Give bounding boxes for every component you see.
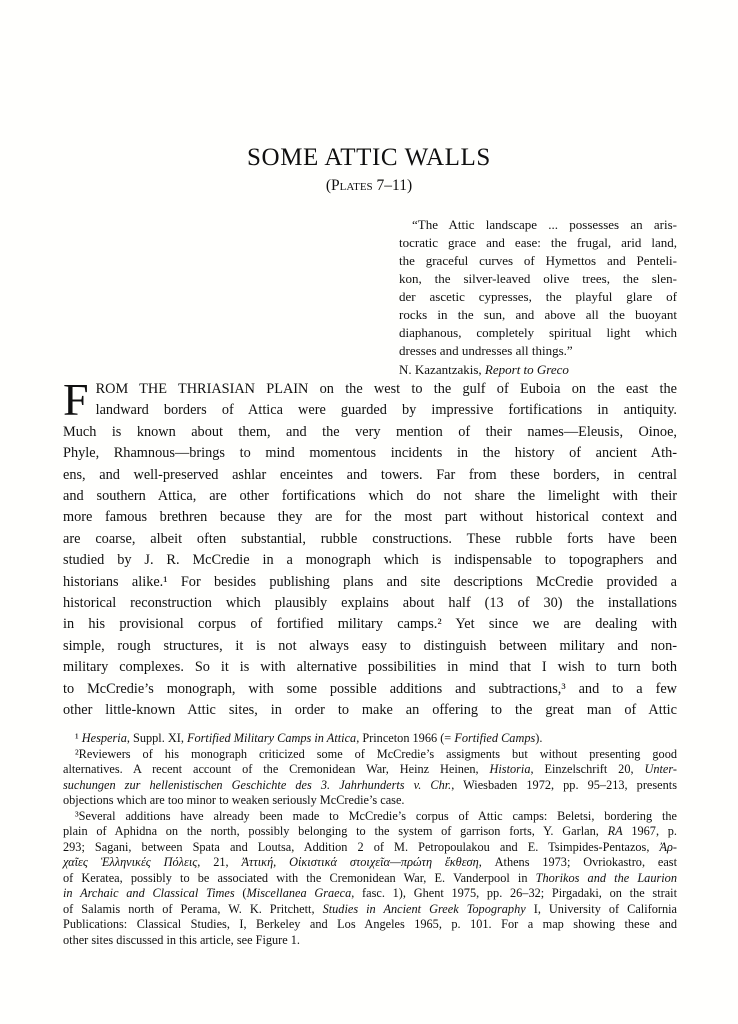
text-line: ²Reviewers of his monograph criticized some of McCredie’s assigments but without presenting good: [75, 746, 677, 761]
text-line: Phyle, Rhamnous—brings to mind momentous incidents in the history of ancient Ath-: [63, 445, 677, 462]
text-line: military complexes. So it is with alternative possibilities in mind that I wish to turn both: [63, 659, 677, 676]
text-line: tocratic grace and ease: the frugal, arid land,: [399, 235, 677, 250]
text-line: suchungen zur hellenistischen Geschichte des 3. Jahrhunderts v. Chr., Wiesbaden 1972, pp. 95–213, presents: [63, 777, 677, 792]
text-line: historians alike.¹ For besides publishing plans and site descriptions McCredie provided a: [63, 573, 677, 590]
text-line: alternatives. A recent account of the Cremonidean War, Heinz Heinen, Historia, Einzelschrift 20, Unter-: [63, 762, 677, 776]
text-line: χαῖες Ἑλληνικές Πόλεις, 21, Ἀττική, Οἰκιστικά στοιχεῖα—πρώτη ἔκθεση, Athens 1973; Ovriokastro, east: [63, 855, 678, 869]
text-line: plain of Aphidna on the north, possibly belonging to the system of garrison forts, Y. Garlan, RA 1967, p.: [63, 824, 678, 838]
text-line: rocks in the sun, and above all the buoyant: [399, 307, 677, 322]
text-line: studied by J. R. McCredie in a monograph which is indispensable to topographers and: [63, 552, 677, 569]
text-line: dresses and undresses all things.”: [399, 343, 573, 358]
text-line: other sites discussed in this article, see Figure 1.: [63, 932, 301, 947]
epigraph: [399, 216, 677, 379]
text-line: of Keratea, possibly to be associated with the Cremonidean War, E. Vanderpool in Thorikos and the Laurion: [63, 870, 677, 885]
epigraph-attribution: N. Kazantzakis, Report to Greco: [399, 362, 569, 377]
text-line: in Archaic and Classical Times (Miscellanea Graeca, fasc. 1), Ghent 1975, pp. 26–32; Pirgadaki, on the strait: [63, 886, 677, 900]
footnote-1: [63, 731, 677, 747]
text-line: simple, rough structures, it is not always easy to distinguish between military and non-: [63, 637, 677, 654]
page-title: SOME ATTIC WALLS: [247, 143, 491, 171]
text-line: kon, the silver-leaved olive trees, the slen-: [399, 271, 677, 286]
text-line: ROM THE THRIASIAN PLAIN on the west to the gulf of Euboia on the east the: [95, 381, 677, 397]
epigraph-text: [399, 216, 677, 360]
text-line: to McCredie’s monograph, with some possible additions and subtractions,³ and to a few: [63, 680, 677, 697]
text-line: and southern Attica, are other fortifications which do not share the limelight with their: [63, 488, 677, 505]
text-line: diaphanous, completely spiritual light which: [399, 325, 677, 340]
text-line: “The Attic landscape ... possesses an aris-: [412, 217, 677, 232]
text-line: ¹ Hesperia, Suppl. XI, Fortified Military Camps in Attica, Princeton 1966 (= Fortified Camps).: [75, 731, 543, 745]
text-line: the graceful curves of Hymettos and Penteli-: [399, 253, 677, 268]
body-text: [63, 374, 677, 722]
text-line: Publications: Classical Studies, I, Berkeley and Los Angeles 1965, p. 101. For a map showing these and: [63, 917, 677, 931]
text-line: objections which are too minor to weaken seriously McCredie’s case.: [63, 793, 405, 807]
text-line: ens, and well-preserved ashlar enceintes and towers. Far from these borders, in central: [63, 466, 677, 483]
text-line: ³Several additions have already been made to McCredie’s corpus of Attic camps: Beletsi, bordering the: [75, 808, 677, 823]
footnotes: [63, 731, 677, 948]
plates-subtitle: (Plates 7–11): [325, 177, 413, 194]
text-line: more famous brethren because they are for the most part without historical context and: [63, 509, 677, 526]
text-line: landward borders of Attica were guarded by impressive fortifications in antiquity.: [95, 402, 677, 419]
text-line: der ascetic cypresses, the playful glare of: [399, 289, 677, 304]
footnote-2: [63, 747, 677, 809]
text-line: in his provisional corpus of fortified military camps.² Yet since we are dealing with: [63, 616, 677, 633]
footnote-3: [63, 809, 677, 949]
text-line: other little-known Attic sites, in order to make an offering to the great man of Attic: [63, 702, 677, 719]
text-line: of Salamis north of Perama, W. K. Pritchett, Studies in Ancient Greek Topography I, University of California: [63, 901, 677, 916]
text-line: historical reconstruction which plausibly explains about half (13 of 30) the installations: [63, 595, 677, 612]
text-line: are coarse, albeit often substantial, rubble constructions. These rubble forts have been: [63, 530, 677, 547]
text-line: 293; Sagani, between Spata and Loutsa, Addition 2 of M. Petropoulakou and E. Tsimpides-Pentazos, Ἀρ-: [63, 839, 677, 854]
body-paragraph: [63, 374, 677, 722]
text-line: Much is known about them, and the very mention of their names—Eleusis, Oinoe,: [63, 423, 677, 440]
drop-cap: F: [63, 374, 89, 425]
